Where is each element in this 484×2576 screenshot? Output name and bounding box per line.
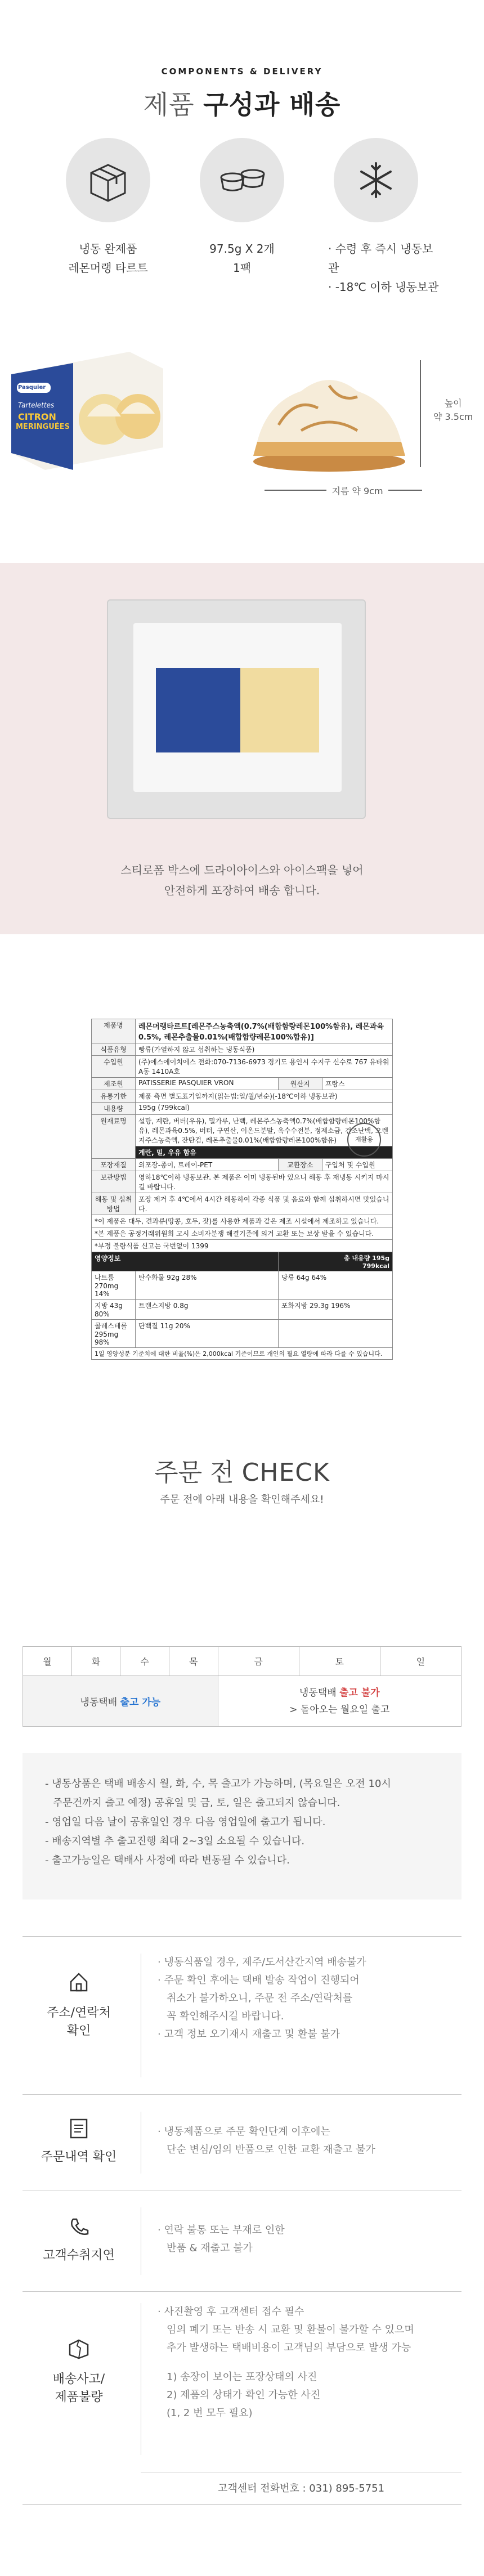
home-icon: [68, 1970, 90, 1993]
diameter-line-left: [265, 490, 326, 491]
noship-prefix: 냉동택배: [299, 1687, 337, 1699]
recycle-mark-icon: 재활용: [347, 1123, 381, 1157]
package-brand: Pasquier: [18, 384, 46, 391]
shipping-notes-box: [23, 1753, 461, 1899]
day-fri: 금: [218, 1647, 299, 1676]
component-line: 97.5g X 2개: [209, 242, 275, 256]
day-tue: 화: [71, 1647, 120, 1676]
row-value: 195g (799kcal): [136, 1103, 393, 1115]
nutrient-cell: 탄수화물 92g 28%: [136, 1271, 279, 1300]
policy-line: 2) 제품의 상태가 확인 가능한 사진: [167, 2389, 321, 2401]
policy-line: 추가 발생하는 택배비용이 고객님의 부담으로 발생 가능: [167, 2342, 411, 2354]
check-title-bold: CHECK: [241, 1458, 330, 1487]
note-item: [45, 1794, 439, 1813]
component-item-3: [318, 239, 442, 297]
note-item: - 배송지역별 추 출고진행 최대 2~3일 소요될 수 있습니다.: [45, 1835, 305, 1847]
row-value: 제품 측면 별도표기일까지(읽는법:일/월/년순)(-18℃이하 냉동보관): [136, 1090, 393, 1103]
phone-icon: [68, 2216, 90, 2238]
policy-line: 임의 폐기 또는 반송 시 교환 및 환불이 불가할 수 있으며: [167, 2324, 414, 2336]
check-subtitle: 주문 전에 아래 내용을 확인해주세요!: [160, 1494, 324, 1506]
day-sat: 토: [299, 1647, 380, 1676]
nutrition-total: [278, 1252, 392, 1271]
nutrient-cell: 트랜스지방 0.8g: [136, 1300, 279, 1320]
row-note: *본 제품은 공정거래위원회 고시 소비자분쟁 해결기준에 의거 교환 또는 보상 받을 수 있습니다.: [92, 1227, 393, 1240]
packaging-line2: 안전하게 포장하여 배송 합니다.: [164, 884, 320, 897]
row-key: 수입원: [92, 1056, 136, 1078]
policy-line: 반품 & 재출고 불가: [167, 2242, 253, 2254]
policy-row-delay: [23, 2190, 461, 2291]
policy-row-address: [23, 1937, 461, 2094]
package-line3: MERINGUÉES: [16, 423, 70, 431]
note-text: 영업일 다음 날이 공휴일인 경우 다음 영업일에 출고가 됩니다.: [52, 1816, 326, 1828]
check-title-light: 주문 전: [154, 1458, 234, 1487]
note-text: 배송지역별 추 출고진행 최대 2~3일 소요될 수 있습니다.: [52, 1835, 305, 1847]
row-key: 포장재질: [92, 1159, 136, 1171]
list-icon: [68, 2117, 90, 2140]
nutrient-cell: 나트륨 270mg 14%: [92, 1271, 136, 1300]
packaging-line1: 스티로폼 박스에 드라이아이스와 아이스팩을 넣어: [120, 863, 364, 877]
title-bold: 구성과 배송: [203, 89, 341, 120]
row-value: 외포장-종이, 트레이-PET: [136, 1159, 279, 1171]
nutrient-cell: [278, 1320, 392, 1348]
note-text: 출고가능일은 택배사 사정에 따라 변동될 수 있습니다.: [52, 1854, 290, 1866]
note-item: - 냉동상품은 택배 배송시 월, 화, 수, 목 출고가 가능하며, (목요일은 오전 10시: [45, 1778, 391, 1790]
note-item: - 출고가능일은 택배사 사정에 따라 변동될 수 있습니다.: [45, 1854, 290, 1866]
policy-label-line: 배송사고/: [52, 2372, 105, 2386]
policy-line: 단순 변심/임의 반품으로 인한 교환 재출고 불가: [167, 2144, 375, 2156]
policy-line: (1, 2 번 모두 필요): [167, 2407, 253, 2419]
tray-package: [156, 668, 319, 752]
height-label-text: 높이: [444, 398, 462, 409]
policy-line: 냉동식품일 경우, 제주/도서산간지역 배송불가: [164, 1956, 366, 1968]
package-line1: Tartelettes: [18, 401, 55, 409]
row-value: PATISSERIE PASQUIER VRON: [136, 1078, 279, 1090]
nutrition-total-text: 총 내용량 195g: [344, 1255, 389, 1262]
policy-line: 취소가 불가하오니, 주문 전 주소/연락처를: [167, 1992, 353, 2004]
day-sun: 일: [380, 1647, 461, 1676]
ship-available-cell: [23, 1676, 218, 1727]
ship-prefix: 냉동택배: [80, 1697, 118, 1708]
box-icon: [66, 138, 150, 222]
diameter-line-right: [388, 490, 422, 491]
policy-row-damage: [23, 2291, 461, 2505]
policy-text: · 냉동제품으로 주문 확인단계 이후에는 단순 변심/임의 반품으로 인한 교환 재출고 불가: [158, 2123, 450, 2159]
diameter-label: 지름 약 9cm: [331, 486, 383, 496]
day-thu: 목: [169, 1647, 218, 1676]
nutrient-cell: 지방 43g 80%: [92, 1300, 136, 1320]
row-value: 영하18℃이하 냉동보관. 본 제품은 이미 냉동된바 있으니 해동 후 재냉동 시키지 마시길 바랍니다.: [136, 1171, 393, 1193]
policy-line: 냉동제품으로 주문 확인단계 이후에는: [164, 2126, 330, 2138]
policy-label-line: 확인: [66, 2024, 91, 2038]
allergen-notice: 계란, 밀, 우유 함유: [136, 1146, 393, 1159]
policy-line: 1) 송장이 보이는 포장상태의 사진: [167, 2371, 317, 2383]
policy-label: 주문내역 확인: [41, 2150, 117, 2164]
tart-icon-circle: [200, 138, 284, 222]
snowflake-icon: [334, 138, 418, 222]
row-key: 원재료명: [92, 1115, 136, 1159]
policy-label-line: 주소/연락처: [47, 2006, 111, 2020]
note-text: 냉동상품은 택배 배송시 월, 화, 수, 목 출고가 가능하며, (목요일은 오전 10시: [52, 1778, 391, 1790]
row-note: *이 제품은 대두, 견과류(땅콩, 호두, 잣)를 사용한 제품과 같은 제조 시설에서 제조하고 있습니다.: [92, 1215, 393, 1227]
policy-label: [23, 2004, 135, 2040]
policy-table: [23, 1936, 461, 2505]
policy-line: 사진촬영 후 고객센터 접수 필수: [164, 2306, 304, 2318]
nutrient-cell: 당류 64g 64%: [278, 1271, 392, 1300]
row-value: 레몬머랭타르트[레몬주스농축액(0.7%(배합함량레몬100%함유), 레몬과육0.5%, 레몬추출물0.01%(배합함량레몬100%함유)]: [136, 1019, 393, 1043]
title-light: 제품: [143, 89, 195, 120]
row-key: 유통기한: [92, 1090, 136, 1103]
section-title: [0, 84, 484, 122]
note-item: - 영업일 다음 날이 공휴일인 경우 다음 영업일에 출고가 됩니다.: [45, 1816, 326, 1828]
nutrition-footnote: 1일 영양성분 기준치에 대한 비율(%)은 2,000kcal 기준이므로 개인의 필요 열량에 따라 다를 수 있습니다.: [92, 1348, 393, 1360]
row-key2: 원산지: [278, 1078, 322, 1090]
broken-box-icon: [68, 2337, 90, 2359]
policy-line: 고객 정보 오기재시 재출고 및 환불 불가: [164, 2028, 340, 2040]
tart-photo: [245, 363, 414, 476]
nutrient-cell: 단백질 11g 20%: [136, 1320, 279, 1348]
noship-note: > 돌아오는 월요일 출고: [289, 1704, 390, 1715]
box-icon-circle: [66, 138, 150, 222]
policy-text: · 연락 불통 또는 부재로 인한 반품 & 재출고 불가: [158, 2221, 450, 2257]
component-item-2: [186, 239, 298, 277]
component-line: 냉동 완제품: [79, 242, 137, 256]
tart-icon: [200, 138, 284, 222]
row-key2: 교환장소: [278, 1159, 322, 1171]
noship: 출고 불가: [339, 1687, 380, 1699]
component-line: · 수령 후 즉시 냉동보관: [328, 242, 433, 275]
nutrient-cell: 콜레스테롤 295mg 98%: [92, 1320, 136, 1348]
packaging-tray-image: [107, 599, 366, 819]
ship-unavailable-cell: [218, 1676, 461, 1727]
row-value: 빵류(가열하지 않고 섭취하는 냉동식품): [136, 1043, 393, 1056]
row-key: 식품유형: [92, 1043, 136, 1056]
nutrient-cell: 포화지방 29.3g 196%: [278, 1300, 392, 1320]
component-item-1: [52, 239, 164, 277]
policy-label: [23, 2371, 135, 2407]
row-key: 내용량: [92, 1103, 136, 1115]
contact-phone: 고객센터 전화번호 : 031) 895-5751: [217, 2483, 385, 2494]
policy-label: 고객수취지연: [43, 2248, 115, 2263]
row-key: 제품명: [92, 1019, 136, 1043]
nutrition-kcal: 799kcal: [362, 1262, 389, 1270]
check-title: [0, 1452, 484, 1488]
row-value: (주)에스에이치에스 전화:070-7136-6973 경기도 용인시 수지구 신수로 767 유타워 A동 1410A호: [136, 1056, 393, 1078]
row-value: 포장 제거 후 4℃에서 4시간 해동하여 각종 식품 및 음료와 함께 섭취하시면 맛있습니다.: [136, 1193, 393, 1215]
policy-row-order: [23, 2094, 461, 2190]
label-table: [91, 1019, 393, 1360]
component-line: 레몬머랭 타르트: [68, 261, 148, 275]
row-key: 보관방법: [92, 1171, 136, 1193]
policy-line: 연락 불통 또는 부재로 인한: [164, 2224, 285, 2236]
component-line: 1팩: [232, 261, 252, 275]
row-value2: 구입처 및 수입원: [322, 1159, 392, 1171]
policy-line: 주문 확인 후에는 택배 발송 작업이 진행되어: [164, 1974, 360, 1986]
height-label: [433, 397, 473, 424]
ship-ok: 출고 가능: [120, 1697, 161, 1708]
component-line: · -18℃ 이하 냉동보관: [328, 280, 439, 294]
policy-line: 꼭 확인해주시길 바랍니다.: [167, 2010, 284, 2022]
snowflake-icon-circle: [334, 138, 418, 222]
section-eyebrow: COMPONENTS & DELIVERY: [161, 66, 323, 77]
day-wed: 수: [120, 1647, 169, 1676]
nutrition-title: 영양정보: [92, 1252, 279, 1271]
tray-package-photo: [240, 668, 319, 752]
row-note: *부정 불량식품 신고는 국번없이 1399: [92, 1240, 393, 1252]
packaging-text: [0, 860, 484, 901]
row-key: 해동 및 섭취방법: [92, 1193, 136, 1215]
note-text: 주문건까지 출고 예정) 공휴일 및 금, 토, 일은 출고되지 않습니다.: [53, 1797, 340, 1809]
shipping-calendar: [23, 1646, 461, 1727]
row-value2: 프랑스: [322, 1078, 392, 1090]
day-mon: 월: [23, 1647, 72, 1676]
height-value: 약 3.5cm: [433, 411, 473, 422]
package-line2: CITRON: [18, 411, 56, 422]
policy-label-line: 제품불량: [55, 2390, 103, 2404]
row-key: 제조원: [92, 1078, 136, 1090]
policy-text: · 냉동식품일 경우, 제주/도서산간지역 배송불가 · 주문 확인 후에는 택배 발송 작업이 진행되어 취소가 불가하오니, 주문 전 주소/연락처를 꼭 확인해주시길 바랍니다. · 고객 정보 오기재시 재출고 및 환불 불가: [158, 1954, 450, 2044]
product-package-image: [11, 352, 163, 470]
row-value: 설탕, 계란, 버터(우유), 밀가루, 난백, 레몬주스농축액0.7%(배합함량레몬100%함유), 레몬과육0.5%, 버터, 구연산, 이온드분말, 옥수수전분, 정제소금, 건조난백, 오렌지주스농축액, 잔탄검, 레몬추출물0.01%(배합함량레몬100%함유): [136, 1115, 393, 1146]
height-dimension-line: [420, 360, 421, 467]
policy-text: · 사진촬영 후 고객센터 접수 필수 임의 폐기 또는 반송 시 교환 및 환불이 불가할 수 있으며 추가 발생하는 택배비용이 고객님의 부담으로 발생 가능 1) 송장이 보이는 포장상태의 사진 2) 제품의 상태가 확인 가능한 사진 (1, 2 번 모두 필요): [158, 2303, 456, 2422]
